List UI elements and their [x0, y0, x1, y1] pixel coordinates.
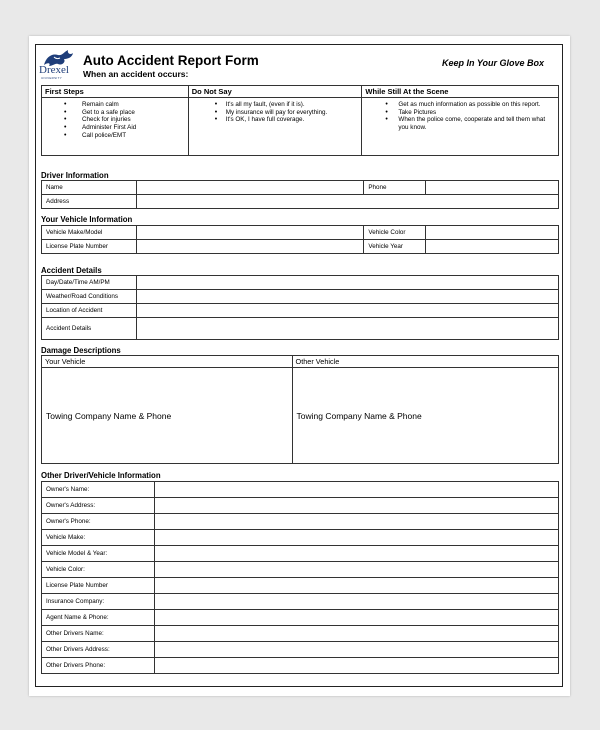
make-model-label: Vehicle Make/Model	[42, 226, 137, 240]
owner-phone-label: Owner's Phone:	[42, 514, 155, 530]
other-driver-table	[41, 481, 559, 674]
date-time-label: Day/Date/Time AM/PM	[42, 276, 137, 290]
form-subtitle: When an accident occurs:	[83, 69, 189, 79]
list-item: • Check for injuries	[46, 116, 184, 124]
other-vehicle-damage-field[interactable]	[292, 368, 558, 464]
logo-subtext: UNIVERSITY	[41, 76, 63, 80]
list-item: • Get to a safe place	[46, 109, 184, 117]
vehicle-color-field[interactable]	[426, 226, 559, 240]
accident-details-heading: Accident Details	[41, 266, 102, 275]
vehicle-color-label: Vehicle Color	[364, 226, 426, 240]
your-vehicle-heading: Your Vehicle	[42, 356, 293, 368]
form-page	[29, 36, 570, 696]
damage-heading: Damage Descriptions	[41, 346, 121, 355]
phone-label: Phone	[364, 181, 426, 195]
driver-info-heading: Driver Information	[41, 171, 109, 180]
agent-field[interactable]	[154, 610, 558, 626]
other-driver-address-field[interactable]	[154, 642, 558, 658]
other-driver-name-label: Other Drivers Name:	[42, 626, 155, 642]
first-steps-cell	[42, 98, 189, 156]
owner-name-label: Owner's Name:	[42, 482, 155, 498]
other-driver-name-field[interactable]	[154, 626, 558, 642]
owner-address-field[interactable]	[154, 498, 558, 514]
vehicle-year-label: Vehicle Year	[364, 240, 426, 254]
address-field[interactable]	[136, 195, 558, 209]
other-color-label: Vehicle Color:	[42, 562, 155, 578]
driver-info-table	[41, 180, 559, 209]
list-item: • When the police come, cooperate and tell them what you know.	[366, 116, 554, 131]
plate-label: License Plate Number	[42, 240, 137, 254]
vehicle-info-table	[41, 225, 559, 254]
model-year-label: Vehicle Model & Year:	[42, 546, 155, 562]
agent-label: Agent Name & Phone:	[42, 610, 155, 626]
glovebox-note: Keep In Your Glove Box	[441, 58, 544, 68]
list-item: • Call police/EMT	[46, 132, 184, 140]
list-item: • Take Pictures	[366, 109, 554, 117]
list-item: • It's all my fault, (even if it is).	[193, 101, 358, 109]
owner-address-label: Owner's Address:	[42, 498, 155, 514]
name-field[interactable]	[136, 181, 364, 195]
other-plate-field[interactable]	[154, 578, 558, 594]
list-item: • Administer First Aid	[46, 124, 184, 132]
at-scene-heading: While Still At the Scene	[362, 86, 559, 98]
weather-label: Weather/Road Conditions	[42, 290, 137, 304]
vehicle-make-label: Vehicle Make:	[42, 530, 155, 546]
list-item: • Get as much information as possible on this report.	[366, 101, 554, 109]
towing-label: Towing Company Name & Phone	[296, 410, 422, 421]
details-label: Accident Details	[42, 318, 137, 340]
other-color-field[interactable]	[154, 562, 558, 578]
do-not-say-cell	[188, 98, 362, 156]
vehicle-year-field[interactable]	[426, 240, 559, 254]
do-not-say-heading: Do Not Say	[188, 86, 362, 98]
insurance-label: Insurance Company:	[42, 594, 155, 610]
at-scene-cell	[362, 98, 559, 156]
location-field[interactable]	[136, 304, 558, 318]
first-steps-heading: First Steps	[42, 86, 189, 98]
other-plate-label: License Plate Number	[42, 578, 155, 594]
address-label: Address	[42, 195, 137, 209]
other-driver-phone-label: Other Drivers Phone:	[42, 658, 155, 674]
damage-table	[41, 355, 559, 464]
name-label: Name	[42, 181, 137, 195]
plate-field[interactable]	[136, 240, 363, 254]
list-item: • It's OK, I have full coverage.	[193, 116, 358, 124]
logo-wordmark: Drexel	[39, 64, 69, 76]
form-frame	[35, 44, 563, 687]
list-item: • My insurance will pay for everything.	[193, 109, 358, 117]
list-item: • Remain calm	[46, 101, 184, 109]
insurance-field[interactable]	[154, 594, 558, 610]
owner-name-field[interactable]	[154, 482, 558, 498]
vehicle-info-heading: Your Vehicle Information	[41, 215, 133, 224]
form-title: Auto Accident Report Form	[83, 53, 259, 68]
model-year-field[interactable]	[154, 546, 558, 562]
accident-details-table	[41, 275, 559, 340]
owner-phone-field[interactable]	[154, 514, 558, 530]
location-label: Location of Accident	[42, 304, 137, 318]
your-vehicle-damage-field[interactable]	[42, 368, 293, 464]
other-vehicle-heading: Other Vehicle	[292, 356, 558, 368]
date-time-field[interactable]	[136, 276, 558, 290]
weather-field[interactable]	[136, 290, 558, 304]
make-model-field[interactable]	[136, 226, 363, 240]
steps-table	[41, 85, 559, 156]
vehicle-make-field[interactable]	[154, 530, 558, 546]
towing-label: Towing Company Name & Phone	[46, 410, 172, 421]
details-field[interactable]	[136, 318, 558, 340]
other-driver-phone-field[interactable]	[154, 658, 558, 674]
other-driver-address-label: Other Drivers Address:	[42, 642, 155, 658]
phone-field[interactable]	[426, 181, 559, 195]
other-driver-heading: Other Driver/Vehicle Information	[41, 471, 161, 480]
